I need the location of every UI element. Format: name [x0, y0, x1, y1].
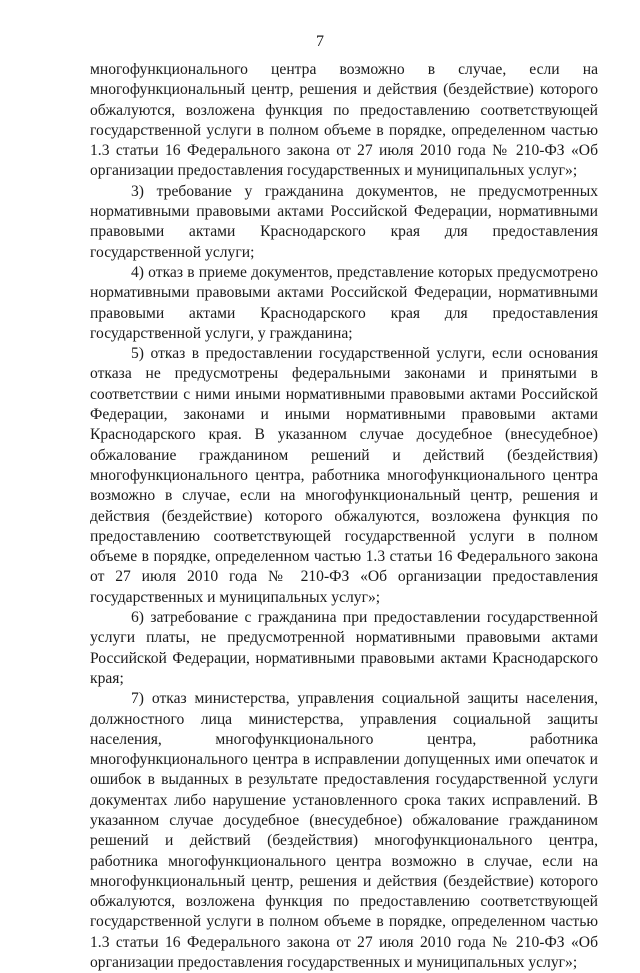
paragraph-item-7: 7) отказ министерства, управления социальной защиты населения, должностного лица министерства, управления социальной защиты населения, многофункционального центра, работника многофункционального центра в исправлении допущенных ими опечаток и ошибок в выданных в результате предоставления государственной услуги документах либо нарушение установленного срока таких исправлений. В указанном случае досудебное (внесудебное) обжалование гражданином решений и действий (бездействия) многофункционального центра, работника многофункционального центра возможно в случае, если на многофункциональный центр, решения и действия (бездействие) которого обжалуются, возложена функция по предоставлению соответствующей государственной услуги в полном объеме в порядке, определенном частью 1.3 статьи 16 Федерального закона от 27 июля 2010 года № 210-ФЗ «Об организации предоставления государственных и муниципальных услуг»;	[90, 690, 598, 972]
page-number: 7	[316, 33, 324, 50]
paragraph-continuation: многофункционального центра возможно в случае, если на многофункциональный центр, решения и действия (бездействие) которого обжалуются, возложена функция по предоставлению соответствующей государственной услуги в полном объеме в порядке, определенном частью 1.3 статьи 16 Федерального закона от 27 июля 2010 года № 210-ФЗ «Об организации предоставления государственных и муниципальных услуг»;	[90, 61, 598, 180]
paragraph-item-4: 4) отказ в приеме документов, представление которых предусмотрено нормативными правовыми актами Российской Федерации, нормативными правовыми актами Краснодарского края для предоставления государственной услуги, у гражданина;	[90, 263, 598, 342]
paragraph-item-5: 5) отказ в предоставлении государственной услуги, если основания отказа не предусмотрены федеральными законами и принятыми в соответствии с ними иными нормативными правовыми актами Российской Федерации, законами и иными нормативными правовыми актами Краснодарского края. В указанном случае досудебное (внесудебное) обжалование гражданином решений и действий (бездействия) многофункционального центра, работника многофункционального центра возможно в случае, если на многофункциональный центр, решения и действия (бездействие) которого обжалуются, возложена функция по предоставлению соответствующей государственной услуги в полном объеме в порядке, определенном частью 1.3 статьи 16 Федерального закона от 27 июля 2010 года № 210-ФЗ «Об организации предоставления государственных и муниципальных услуг»;	[90, 345, 598, 606]
paragraph-item-6: 6) затребование с гражданина при предоставлении государственной услуги платы, не предусмотренной нормативными правовыми актами Российской Федерации, нормативными правовыми актами Краснодарского края;	[90, 609, 598, 687]
document-body	[90, 60, 598, 973]
paragraph-item-3: 3) требование у гражданина документов, не предусмотренных нормативными правовыми актами Российской Федерации, нормативными правовыми актами Краснодарского края для предоставления государственной услуги;	[90, 182, 598, 261]
